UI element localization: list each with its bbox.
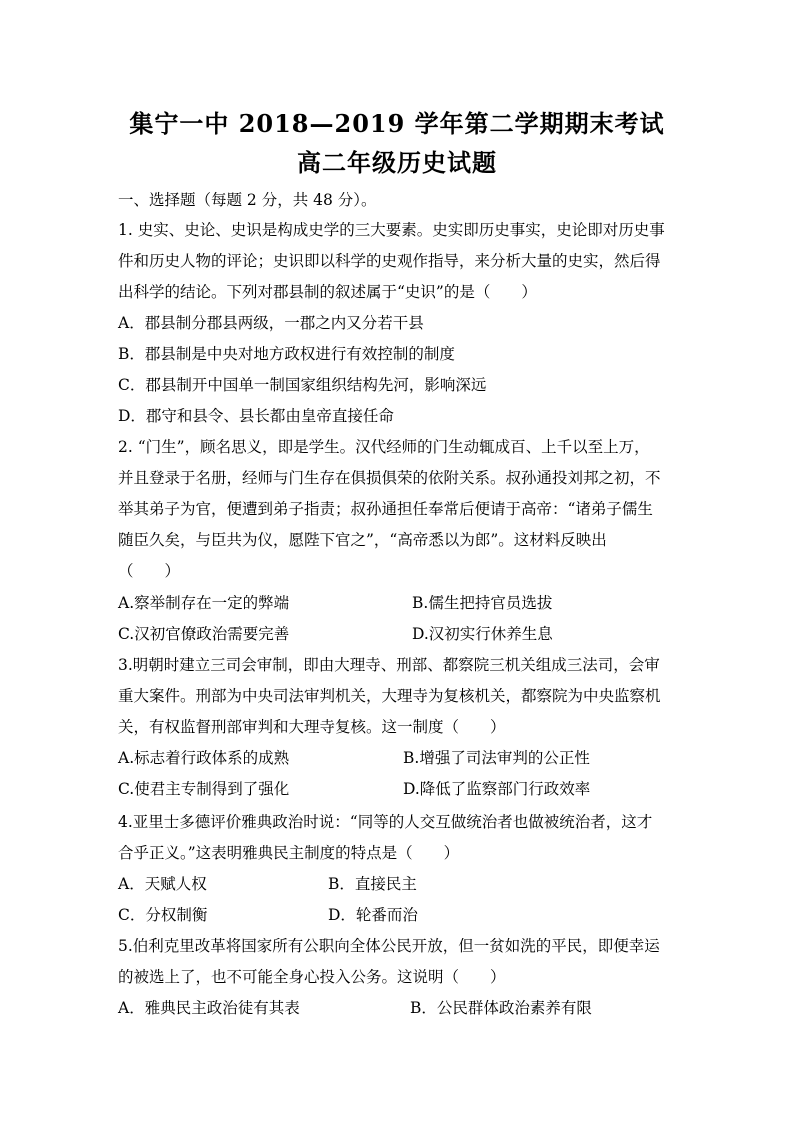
q5-option-b: B．公民群体政治素养有限 xyxy=(410,999,592,1017)
q3-line-2: 重大案件。刑部为中央司法审判机关，大理寺为复核机关，都察院为中央监察机 xyxy=(118,687,661,705)
q2-option-b: B.儒生把持官员选拔 xyxy=(412,594,553,612)
exam-title: 集宁一中 2018—2019 学年第二学期期末考试 xyxy=(129,109,665,138)
q1-option-d: D．郡守和县令、县长都由皇帝直接任命 xyxy=(118,407,394,425)
q2-line-1: 2. “门生”，顾名思义，即是学生。汉代经师的门生动辄成百、上千以至上万， xyxy=(118,438,650,456)
q3-option-c: C.使君主专制得到了强化 xyxy=(118,780,290,798)
q2-line-4: 随臣久矣，与臣共为仪，愿陛下官之”，“高帝悉以为郎”。这材料反映出 xyxy=(118,531,607,549)
q2-line-5: （ ） xyxy=(118,562,181,580)
q4-option-d: D．轮番而治 xyxy=(328,906,418,924)
q1-option-b: B．郡县制是中央对地方政权进行有效控制的制度 xyxy=(118,345,455,363)
q5-line-2: 的被选上了，也不可能全身心投入公务。这说明（ ） xyxy=(118,968,506,986)
q5-option-a: A．雅典民主政治徒有其表 xyxy=(118,999,300,1017)
q4-option-c: C．分权制衡 xyxy=(118,906,208,924)
q1-option-c: C．郡县制开中国单一制国家组织结构先河，影响深远 xyxy=(118,376,487,394)
q3-option-b: B.增强了司法审判的公正性 xyxy=(403,749,590,767)
q5-line-1: 5.伯利克里改革将国家所有公职向全体公民开放，但一贫如洗的平民，即便幸运 xyxy=(118,937,660,955)
q2-line-3: 举其弟子为官，便遭到弟子指责；叔孙通担任奉常后便请于高帝：“诸弟子儒生 xyxy=(118,500,653,518)
q1-line-1: 1. 史实、史论、史识是构成史学的三大要素。史实即历史事实，史论即对历史事 xyxy=(118,221,665,239)
q1-line-3: 出科学的结论。下列对郡县制的叙述属于“史识”的是（ ） xyxy=(118,283,537,301)
q4-line-1: 4.亚里士多德评价雅典政治时说：“同等的人交互做统治者也做被统治者，这才 xyxy=(118,813,653,831)
q3-option-d: D.降低了监察部门行政效率 xyxy=(403,780,591,798)
q4-option-a: A．天赋人权 xyxy=(118,875,207,893)
exam-subtitle: 高二年级历史试题 xyxy=(297,148,497,177)
q1-option-a: A．郡县制分郡县两级，一郡之内又分若干县 xyxy=(118,314,424,332)
q2-line-2: 并且登录于名册，经师与门生存在俱损俱荣的依附关系。叔孙通投刘邦之初，不 xyxy=(118,469,661,487)
q4-option-b: B．直接民主 xyxy=(328,875,417,893)
q4-line-2: 合乎正义。”这表明雅典民主制度的特点是（ ） xyxy=(118,844,460,862)
q2-option-c: C.汉初官僚政治需要完善 xyxy=(118,625,290,643)
q3-option-a: A.标志着行政体系的成熟 xyxy=(118,749,290,767)
q3-line-1: 3.明朝时建立三司会审制，即由大理寺、刑部、都察院三机关组成三法司，会审 xyxy=(118,656,660,674)
section-heading: 一、选择题（每题 2 分，共 48 分）。 xyxy=(118,191,377,209)
q1-line-2: 件和历史人物的评论；史识即以科学的史观作指导，来分析大量的史实，然后得 xyxy=(118,252,661,270)
q2-option-a: A.察举制存在一定的弊端 xyxy=(118,594,290,612)
q3-line-3: 关，有权监督刑部审判和大理寺复核。这一制度（ ） xyxy=(118,718,506,736)
q2-option-d: D.汉初实行休养生息 xyxy=(412,625,553,643)
